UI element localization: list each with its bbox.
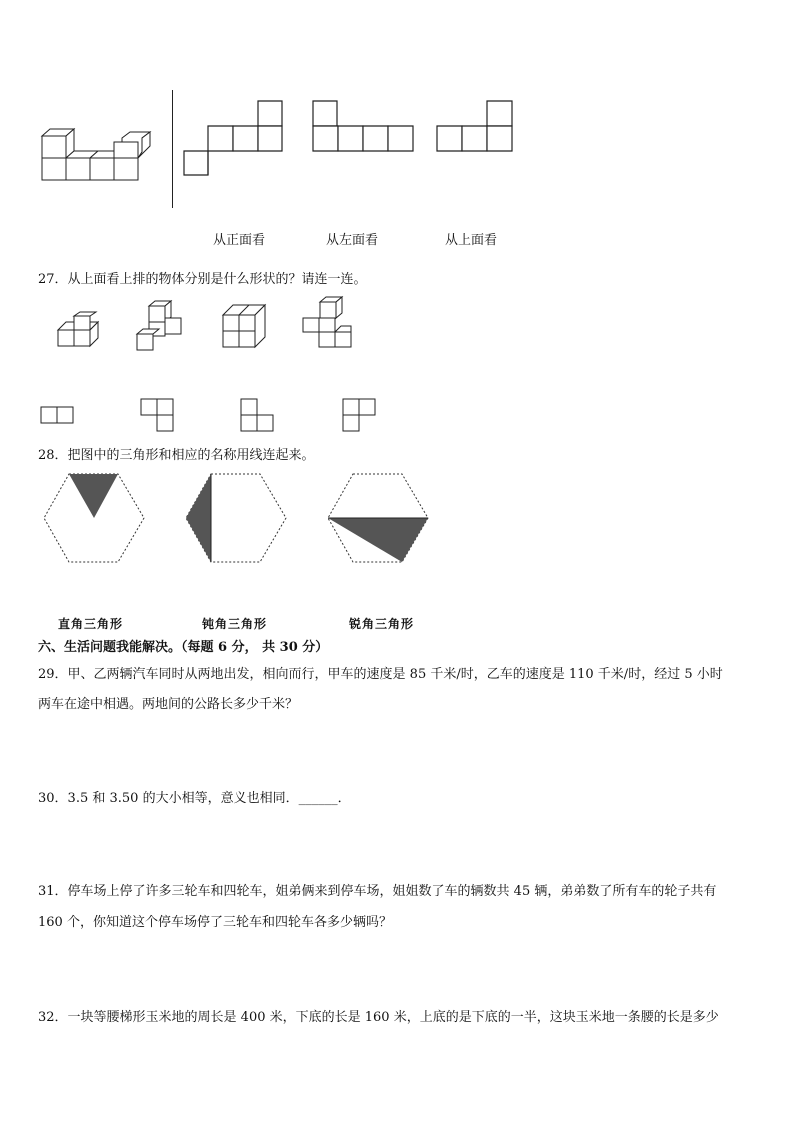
- q28-label-acute-triangle: 锐角三角形: [349, 617, 415, 631]
- q27-shape-2: [140, 398, 176, 434]
- q28-label-obtuse-triangle: 钝角三角形: [202, 617, 268, 631]
- top-view-label: 从上面看: [445, 233, 498, 248]
- q31-number: 31: [38, 884, 55, 899]
- q31-text-line1: ．停车场上停了许多三轮车和四轮车，姐弟俩来到停车场，姐姐数了车的辆数共 45 辆，弟弟数了所有车的轮子共有: [54, 884, 717, 899]
- front-view-figure: [183, 100, 283, 176]
- q27-shape-3: [240, 398, 276, 434]
- left-view-label: 从左面看: [326, 233, 379, 248]
- q27-shape-1: [40, 406, 76, 426]
- q30-text: ．3.5 和 3.50 的大小相等，意义也相同．______．: [54, 791, 351, 806]
- q28-number: 28: [38, 448, 55, 463]
- q27-object-4: [300, 296, 354, 350]
- q31-line1: [38, 882, 716, 902]
- q29-number: 29: [38, 667, 55, 682]
- q29-text-line1: ．甲、乙两辆汽车同时从两地出发，相向而行，甲车的速度是 85 千米/时，乙车的速度是 110 千米/时，经过 5 小时: [54, 667, 723, 682]
- left-view-figure: [312, 100, 414, 152]
- q27-shape-4: [342, 398, 378, 434]
- q32-number: 32: [38, 1010, 55, 1025]
- q29-line2: 两车在途中相遇。两地间的公路长多少千米？: [38, 697, 299, 712]
- q30-question: [38, 789, 351, 809]
- q29-line1: [38, 665, 723, 685]
- top-view-figure: [436, 100, 513, 152]
- section6-heading: 六、生活问题我能解决。（每题 6 分， 共 30 分）: [38, 640, 329, 655]
- q27-object-3: [220, 302, 270, 348]
- q32-text-line1: ．一块等腰梯形玉米地的周长是 400 米，下底的长是 160 米，上底的是下底的一半，这块玉米地一条腰的长是多少: [54, 1010, 719, 1025]
- q28-hexagon-2: [184, 472, 288, 564]
- q27-text: ．从上面看上排的物体分别是什么形状的？请连一连。: [54, 272, 367, 287]
- q27-object-2: [135, 300, 185, 352]
- q28-label-right-triangle: 直角三角形: [58, 617, 124, 631]
- q27-object-1: [57, 312, 103, 348]
- q32-line1: [38, 1008, 719, 1028]
- divider-line: [172, 90, 173, 208]
- q28-hexagon-3: [326, 472, 430, 564]
- q27-number: 27: [38, 272, 55, 287]
- q31-line2: 160 个，你知道这个停车场停了三轮车和四轮车各多少辆吗？: [38, 915, 392, 930]
- q28-hexagon-1: [42, 472, 146, 564]
- q30-number: 30: [38, 791, 55, 806]
- front-view-label: 从正面看: [213, 233, 266, 248]
- cube-structure-figure: [38, 128, 158, 180]
- q28-question: [38, 446, 315, 466]
- q28-text: ．把图中的三角形和相应的名称用线连起来。: [54, 448, 315, 463]
- q27-question: [38, 270, 367, 290]
